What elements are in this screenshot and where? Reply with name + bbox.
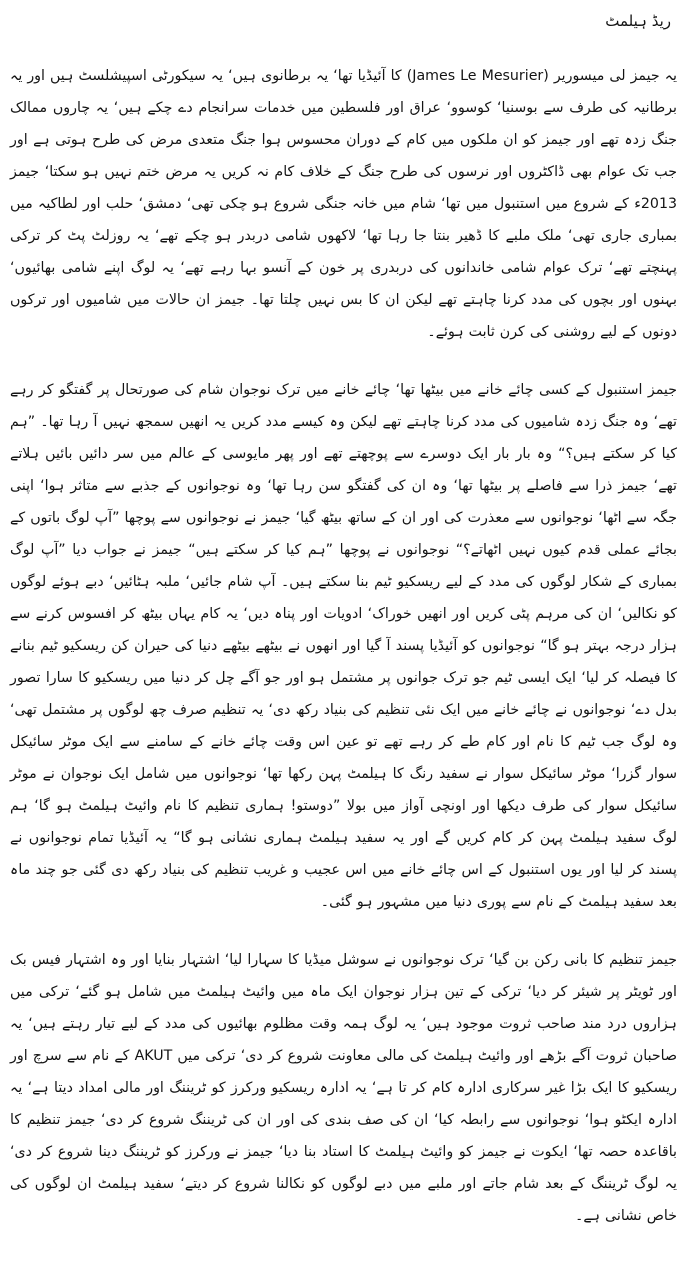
article-title: ریڈ ہیلمٹ: [605, 12, 671, 30]
article-paragraph-1: یہ جیمز لی میسوریر (James Le Mesurier) کا آئیڈیا تھا‘ یہ برطانوی ہیں‘ یہ سیکورٹی اسپیشلسٹ ہیں اور یہ برطانیہ کی طرف سے بوسنیا‘ کوسوو‘ عراق اور فلسطین میں خدمات سرانجام دے چکے ہیں‘ یہ چاروں ممالک جنگ زدہ تھے اور جیمز کو ان ملکوں میں کام کے دوران محسوس ہوا جنگ متعدی مرض کی طرح ہوتی ہے اور جب تک عوام بھی ڈاکٹروں اور نرسوں کی طرح جنگ کے خلاف کام نہ کریں یہ مرض ختم نہیں ہو سکتا‘ جیمز 2013ء کے شروع میں استنبول میں تھا‘ شام میں خانہ جنگی شروع ہو چکی تھی‘ دمشق‘ حلب اور لطاکیہ میں بمباری جاری تھی‘ ملک ملبے کا ڈھیر بنتا جا رہا تھا‘ لاکھوں شامی دربدر ہو چکے تھے‘ یہ روزلٹ پٹ کر ترکی پہنچتے تھے‘ ترک عوام شامی خاندانوں کی دربدری پر خون کے آنسو بہا رہے تھے‘ یہ لوگ اپنے شامی بھائیوں‘ بہنوں اور بچوں کی مدد کرنا چاہتے تھے لیکن ان کا بس نہیں چلتا تھا۔ جیمز ان حالات میں شامیوں اور ترکوں دونوں کے لیے روشنی کی کرن ثابت ہوئے۔: [10, 68, 677, 340]
article-paragraph-2: جیمز استنبول کے کسی چائے خانے میں بیٹھا تھا‘ چائے خانے میں ترک نوجوان شام کی صورتحال پر گفتگو کر رہے تھے‘ وہ جنگ زدہ شامیوں کی مدد کرنا چاہتے تھے لیکن وہ کیسے مدد کریں یہ انھیں سمجھ نہیں آ رہا تھا۔ ”ہم کیا کر سکتے ہیں؟“ وہ بار بار ایک دوسرے سے پوچھتے تھے اور پھر مایوسی کے عالم میں سر دائیں بائیں ہلاتے تھے‘ جیمز ذرا سے فاصلے پر بیٹھا تھا‘ وہ ان کی گفتگو سن رہا تھا‘ وہ نوجوانوں کے جذبے سے متاثر ہوا‘ اپنی جگہ سے اٹھا‘ نوجوانوں سے معذرت کی اور ان کے ساتھ بیٹھ گیا‘ جیمز نے نوجوانوں سے پوچھا ”آپ لوگ باتوں کے بجائے عملی قدم کیوں نہیں اٹھاتے؟“ نوجوانوں نے پوچھا ”ہم کیا کر سکتے ہیں“ جیمز نے جواب دیا ”آپ لوگ بمباری کے شکار لوگوں کی مدد کے لیے ریسکیو ٹیم بنا سکتے ہیں۔ آپ شام جائیں‘ ملبہ ہٹائیں‘ دبے ہوئے لوگوں کو نکالیں‘ ان کی مرہم پٹی کریں اور انھیں خوراک‘ ادویات اور پناہ دیں‘ یہ کام یہاں بیٹھ کر افسوس کرنے سے ہزار درجہ بہتر ہو گا“ نوجوانوں کو آئیڈیا پسند آ گیا اور انھوں نے بیٹھے بیٹھے دنیا کی حیران کن ریسکیو ٹیم بنانے کا فیصلہ کر لیا‘ ایک ایسی ٹیم جو ترک جوانوں پر مشتمل ہو اور جو آگے چل کر دنیا میں ریسکیو کا سارا تصور بدل دے‘ نوجوانوں نے چائے خانے میں ایک نئی تنظیم کی بنیاد رکھ دی‘ یہ تنظیم صرف چھ لوگوں پر مشتمل تھی‘ وہ لوگ جب ٹیم کا نام اور کام طے کر رہے تھے تو عین اس وقت چائے خانے کے سامنے سے ایک موٹر سائیکل سوار گزرا‘ موٹر سائیکل سوار نے سفید رنگ کا ہیلمٹ پہن رکھا تھا‘ نوجوانوں میں شامل ایک نوجوان نے موٹر سائیکل سوار کی طرف دیکھا اور اونچی آواز میں بولا ”دوستو! ہماری تنظیم کا نام وائیٹ ہیلمٹ ہو گا‘ ہم لوگ سفید ہیلمٹ پہن کر کام کریں گے اور یہ سفید ہیلمٹ ہماری نشانی ہو گا“ یہ آئیڈیا تمام نوجوانوں نے پسند کر لیا اور یوں استنبول کے اس چائے خانے میں اس عجیب و غریب تنظیم کی بنیاد رکھ دی گئی جو چند ماہ بعد سفید ہیلمٹ کے نام سے پوری دنیا میں مشہور ہو گئی۔: [10, 382, 677, 910]
article-paragraph-3: جیمز تنظیم کا بانی رکن بن گیا‘ ترک نوجوانوں نے سوشل میڈیا کا سہارا لیا‘ اشتہار بنایا اور وہ اشتہار فیس بک اور ٹویٹر پر شیئر کر دیا‘ ترکی کے تین ہزار نوجوان ایک ماہ میں وائیٹ ہیلمٹ میں شامل ہو گئے‘ ترکی میں ہزاروں درد مند صاحب ثروت موجود ہیں‘ یہ لوگ ہمہ وقت مظلوم بھائیوں کی مدد کے لیے تیار رہتے ہیں‘ یہ صاحبان ثروت آگے بڑھے اور وائیٹ ہیلمٹ کی مالی معاونت شروع کر دی‘ ترکی میں AKUT کے نام سے سرچ اور ریسکیو کا ایک بڑا غیر سرکاری ادارہ کام کر تا ہے‘ یہ ادارہ ریسکیو ورکرز کو ٹریننگ اور مالی امداد دیتا ہے‘ یہ ادارہ ایکٹو ہوا‘ نوجوانوں سے رابطہ کیا‘ ان کی صف بندی کی اور ان کی ٹریننگ شروع کر دی‘ جیمز تنظیم کا باقاعدہ حصہ تھا‘ ایکوت نے جیمز کو وائیٹ ہیلمٹ کا استاد بنا دیا‘ جیمز نے ورکرز کو ٹریننگ دینا شروع کر دی‘ یہ لوگ ٹریننگ کے بعد شام جاتے اور ملبے میں دبے لوگوں کو نکالنا شروع کر دیتے‘ سفید ہیلمٹ ان لوگوں کی خاص نشانی ہے۔: [10, 952, 677, 1224]
